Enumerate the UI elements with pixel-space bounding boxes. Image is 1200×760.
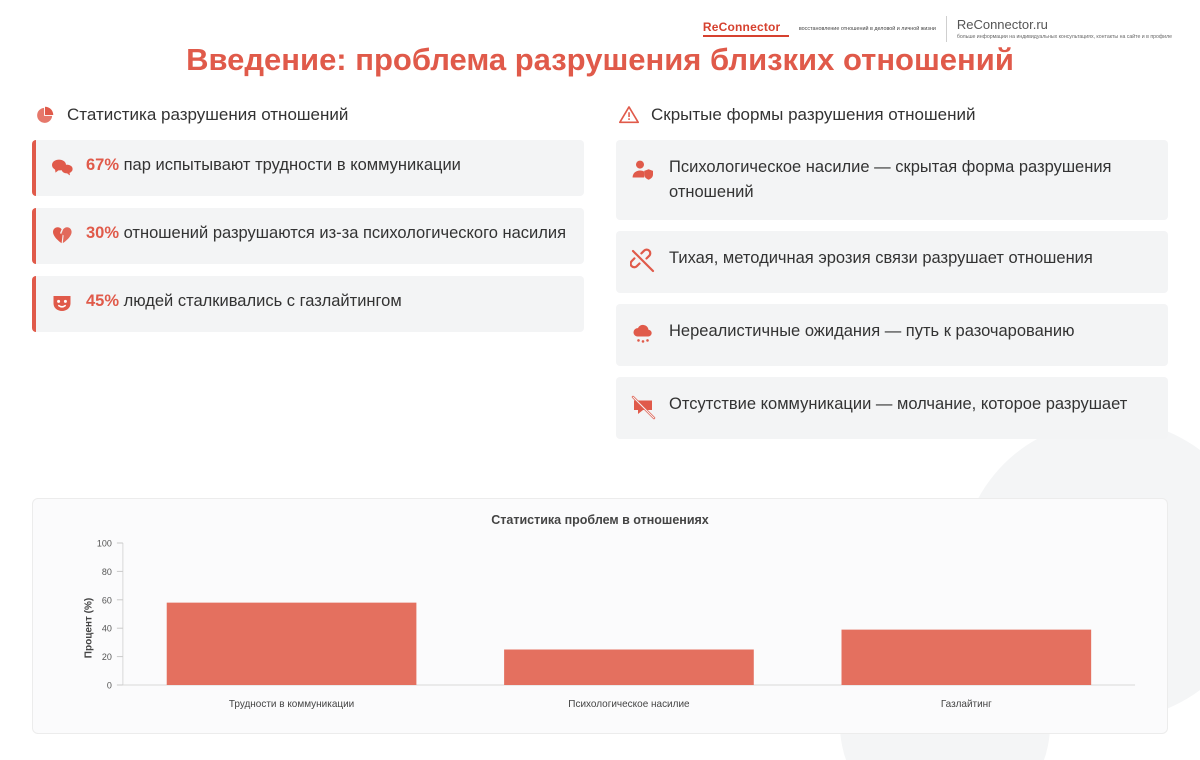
- masks-icon: [50, 291, 74, 315]
- form-card-text: Психологическое насилие — скрытая форма разрушения отношений: [669, 158, 1112, 201]
- brand-site-block: [957, 17, 1172, 41]
- brand-name: ReConnector: [702, 20, 781, 34]
- stats-heading-label: Статистика разрушения отношений: [67, 105, 349, 124]
- cloud-rain-icon: [630, 321, 656, 347]
- chart-y-tick: 80: [101, 566, 112, 577]
- chart-plot-area: [51, 535, 1149, 721]
- stat-label: людей сталкивались с газлайтингом: [119, 292, 402, 310]
- chart-y-tick: 100: [96, 538, 112, 549]
- form-card: [616, 231, 1168, 293]
- brand-divider: [946, 16, 947, 42]
- warning-triangle-icon: [618, 104, 640, 126]
- hidden-forms-column: [616, 104, 1168, 450]
- brand-logo: [703, 16, 1172, 42]
- brand-site-note: больше информации на индивидуальных консультациях, контакты на сайте и в профиле: [956, 34, 1172, 41]
- chart-y-tick: 60: [101, 595, 112, 606]
- form-card-text: Отсутствие коммуникации — молчание, которое разрушает: [669, 394, 1128, 413]
- stat-percent: 67%: [86, 156, 120, 174]
- chart-x-tick: Трудности в коммуникации: [228, 698, 355, 711]
- form-card: [616, 377, 1168, 439]
- stat-card: [32, 208, 584, 264]
- content-columns: [32, 104, 1168, 450]
- stat-card: [32, 140, 584, 196]
- broken-heart-icon: [50, 223, 74, 247]
- stat-label: пар испытывают трудности в коммуникации: [119, 156, 461, 174]
- stats-heading: [32, 104, 584, 126]
- form-card: [616, 304, 1168, 366]
- page-title: Введение: проблема разрушения близких отношений: [186, 42, 1014, 77]
- chart-panel: [32, 498, 1168, 734]
- broken-link-icon: [630, 248, 656, 274]
- form-card-text: Нереалистичные ожидания — путь к разочарованию: [669, 321, 1075, 340]
- chart-y-tick: 40: [101, 623, 112, 634]
- hidden-forms-heading: [616, 104, 1168, 126]
- user-shield-icon: [630, 157, 656, 183]
- brand-underline: [703, 35, 789, 37]
- chart-title: Статистика проблем в отношениях: [491, 513, 709, 527]
- stats-column: [32, 104, 584, 450]
- bar-chart-svg: [51, 535, 1149, 721]
- stat-card: [32, 276, 584, 332]
- chart-y-axis-label: Процент (%): [83, 597, 95, 659]
- brand-tagline: восстановление отношений в деловой и личной жизни: [798, 26, 936, 33]
- chart-bar: [167, 603, 417, 685]
- pie-chart-icon: [34, 104, 56, 126]
- chart-x-tick: Газлайтинг: [940, 698, 992, 711]
- form-card-text: Тихая, методичная эрозия связи разрушает отношения: [669, 248, 1093, 267]
- chart-bar: [842, 630, 1092, 685]
- stat-percent: 30%: [86, 224, 120, 242]
- chart-x-tick: Психологическое насилие: [568, 698, 690, 711]
- chart-y-tick: 20: [101, 652, 112, 663]
- no-speech-icon: [630, 394, 656, 420]
- stat-label: отношений разрушаются из-за психологического насилия: [119, 224, 567, 242]
- hidden-forms-heading-label: Скрытые формы разрушения отношений: [651, 105, 976, 124]
- chat-bubbles-icon: [50, 155, 74, 179]
- brand-site: ReConnector.ru: [956, 17, 1048, 33]
- stat-card-text: [86, 290, 402, 314]
- stat-percent: 45%: [86, 292, 120, 310]
- chart-y-tick: 0: [106, 680, 112, 691]
- chart-bar: [504, 650, 754, 686]
- brand-mark-block: [703, 21, 789, 37]
- form-card: [616, 140, 1168, 220]
- stat-card-text: [86, 222, 566, 246]
- stat-card-text: [86, 154, 461, 178]
